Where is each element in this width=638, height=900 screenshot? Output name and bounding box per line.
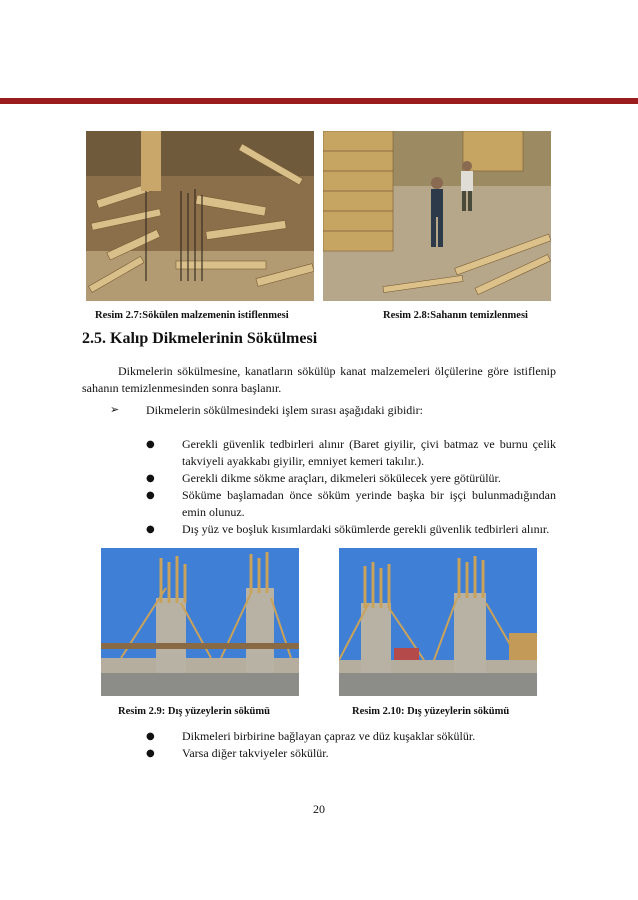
photo-stacked-materials	[86, 131, 314, 301]
bullet-icon: ●	[146, 439, 155, 450]
list-item: ● Gerekli dikme sökme araçları, dikmeleri sökülecek yere götürülür.	[146, 471, 501, 485]
photo-site-cleanup	[323, 131, 551, 301]
bullet-icon: ●	[146, 524, 155, 535]
photo-exterior-dismantle-1	[101, 548, 299, 696]
header-rule	[0, 98, 638, 104]
list-item: ● Gerekli güvenlik tedbirleri alınır (Baret giyilir, çivi batmaz ve burnu çelik takviyeli ayakkabı giyilir, emniyet kemeri takılır.).	[146, 437, 556, 468]
arrow-list-text: Dikmelerin sökülmesindeki işlem sırası aşağıdaki gibidir:	[146, 403, 423, 417]
bullet-icon: ●	[146, 473, 155, 484]
bullet-icon: ●	[146, 490, 155, 501]
arrow-bullet-icon: ➢	[110, 403, 120, 416]
section-heading: 2.5. Kalıp Dikmelerinin Sökülmesi	[82, 330, 318, 347]
bullet-list	[146, 728, 556, 762]
photo-caption: Resim 2.10: Dış yüzeylerin sökümü	[352, 706, 510, 717]
bullet-icon: ●	[146, 731, 155, 742]
list-item: ● Dikmeleri birbirine bağlayan çapraz ve düz kuşaklar sökülür.	[146, 729, 476, 743]
intro-paragraph: Dikmelerin sökülmesine, kanatların sökülüp kanat malzemeleri ölçülerine göre istiflenip sahanın temizlenmesinden sonra başlanır.	[82, 364, 556, 395]
bullet-icon: ●	[146, 748, 155, 759]
photo-exterior-dismantle-2	[339, 548, 537, 696]
list-item: ● Söküme başlamadan önce söküm yerinde başka bir işçi bulunmadığından emin olunuz.	[146, 488, 556, 519]
photo-caption: Resim 2.8:Sahanın temizlenmesi	[383, 310, 528, 321]
list-item: ● Varsa diğer takviyeler sökülür.	[146, 746, 329, 760]
page-number: 20	[313, 802, 325, 816]
photo-caption: Resim 2.9: Dış yüzeylerin sökümü	[118, 706, 270, 717]
list-item: ● Dış yüz ve boşluk kısımlardaki sökümlerde gerekli güvenlik tedbirleri alınır.	[146, 522, 550, 536]
bullet-list	[146, 436, 556, 538]
photo-caption: Resim 2.7:Sökülen malzemenin istiflenmesi	[95, 310, 289, 321]
